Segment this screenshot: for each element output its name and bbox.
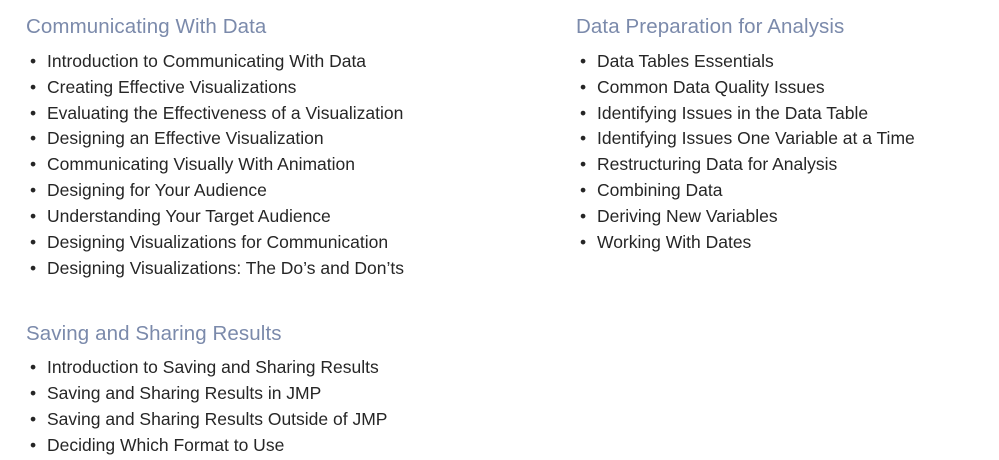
section-title: Saving and Sharing Results — [26, 321, 282, 345]
list-item-label: Introduction to Communicating With Data — [47, 50, 367, 71]
list-item-label: Creating Effective Visualizations — [47, 76, 297, 97]
bullet-icon: • — [30, 232, 37, 253]
list-item-label: Common Data Quality Issues — [597, 76, 825, 97]
bullet-icon: • — [30, 258, 37, 279]
list-item[interactable] — [576, 179, 999, 202]
list-item[interactable] — [26, 50, 576, 73]
bullet-icon: • — [30, 383, 37, 404]
bullet-icon: • — [580, 102, 587, 123]
bullet-icon: • — [30, 102, 37, 123]
section-title: Data Preparation for Analysis — [576, 15, 845, 38]
list-item[interactable] — [576, 76, 999, 99]
list-item[interactable] — [26, 356, 576, 379]
list-item-label: Designing Visualizations: The Do’s and Don’ts — [47, 258, 405, 279]
list-item-label: Designing for Your Audience — [47, 180, 267, 201]
bullet-icon: • — [30, 128, 37, 149]
list-item-label: Identifying Issues in the Data Table — [597, 102, 869, 123]
bullet-icon: • — [580, 232, 587, 253]
list-item-label: Identifying Issues One Variable at a Time — [597, 128, 915, 149]
section-spacer — [26, 307, 576, 321]
bullet-icon: • — [580, 206, 587, 227]
topic-list — [26, 50, 576, 281]
bullet-icon: • — [580, 180, 587, 201]
bullet-icon: • — [580, 76, 587, 97]
bullet-icon: • — [30, 409, 37, 430]
list-item-label: Saving and Sharing Results Outside of JMP — [47, 409, 388, 430]
topic-list — [576, 50, 999, 255]
list-item-label: Understanding Your Target Audience — [47, 206, 331, 227]
list-item-label: Combining Data — [597, 180, 723, 201]
list-item[interactable] — [26, 231, 576, 254]
list-item[interactable] — [576, 102, 999, 125]
list-item-label: Data Tables Essentials — [597, 50, 774, 71]
list-item[interactable] — [26, 408, 576, 431]
list-item-label: Deriving New Variables — [597, 206, 778, 227]
bullet-icon: • — [580, 128, 587, 149]
section-data-preparation-for-analysis — [576, 14, 999, 255]
left-column — [0, 14, 576, 460]
right-column — [576, 14, 999, 257]
bullet-icon: • — [30, 180, 37, 201]
list-item[interactable] — [26, 434, 576, 457]
list-item[interactable] — [26, 102, 576, 125]
bullet-icon: • — [30, 76, 37, 97]
list-item[interactable] — [26, 382, 576, 405]
list-item[interactable] — [576, 153, 999, 176]
bullet-icon: • — [580, 50, 587, 71]
bullet-icon: • — [30, 50, 37, 71]
list-item[interactable] — [26, 127, 576, 150]
list-item[interactable] — [26, 205, 576, 228]
section-title: Communicating With Data — [26, 15, 267, 38]
list-item-label: Deciding Which Format to Use — [47, 435, 285, 455]
bullet-icon: • — [580, 154, 587, 175]
bullet-icon: • — [30, 435, 37, 455]
list-item-label: Communicating Visually With Animation — [47, 154, 356, 175]
bullet-icon: • — [30, 206, 37, 227]
list-item-label: Designing an Effective Visualization — [47, 128, 324, 149]
topic-list — [26, 356, 576, 457]
list-item-label: Saving and Sharing Results in JMP — [47, 383, 322, 404]
list-item-label: Working With Dates — [597, 232, 752, 253]
list-item[interactable] — [576, 231, 999, 254]
topic-columns — [0, 14, 999, 460]
list-item[interactable] — [26, 179, 576, 202]
bullet-icon: • — [30, 357, 37, 378]
section-communicating-with-data — [26, 14, 576, 281]
list-item[interactable] — [576, 50, 999, 73]
list-item-label: Designing Visualizations for Communication — [47, 232, 389, 253]
list-item-label: Evaluating the Effectiveness of a Visualization — [47, 102, 404, 123]
list-item-label: Restructuring Data for Analysis — [597, 154, 838, 175]
list-item[interactable] — [26, 153, 576, 176]
list-item[interactable] — [26, 76, 576, 99]
list-item[interactable] — [576, 127, 999, 150]
list-item-label: Introduction to Saving and Sharing Results — [47, 357, 379, 378]
list-item[interactable] — [576, 205, 999, 228]
bullet-icon: • — [30, 154, 37, 175]
section-saving-and-sharing-results — [26, 321, 576, 458]
list-item[interactable] — [26, 257, 576, 280]
